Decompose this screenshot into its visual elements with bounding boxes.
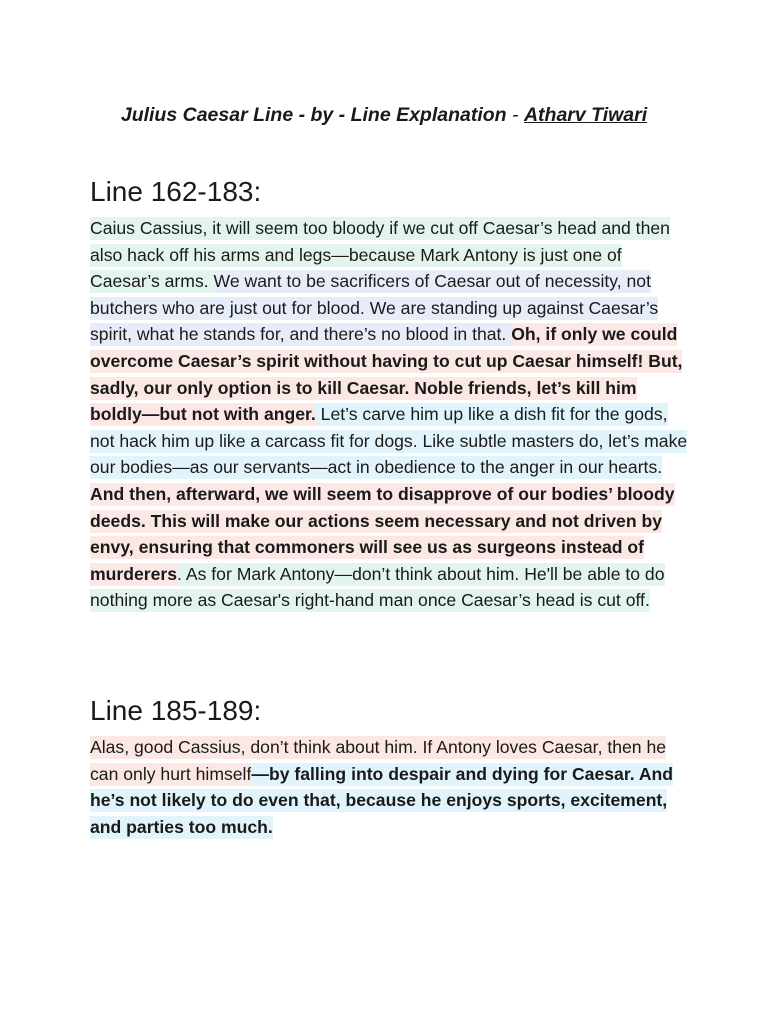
highlighted-text: —by falling into despair and dying for Caesar. And he’s not likely to do even that, because he enjoys sports, excitement, and parties too much. <box>90 763 674 837</box>
section-heading: Line 185-189: <box>90 695 262 726</box>
title-main: Julius Caesar Line - by - Line Explanation <box>120 104 507 126</box>
highlighted-text: We want to be sacrificers of Caesar out of necessity, not butchers who are just out for blood. We are standing up against Caesar’s spirit, what he stands for, and there’s no blood in that. <box>90 271 659 345</box>
section-paragraph <box>90 734 690 840</box>
highlighted-text: Caius Cassius, it will seem too bloody if we cut off Caesar’s head and then also hack off his arms and legs—because Mark Antony is just one of Caesar’s arms. <box>90 218 670 292</box>
author-link[interactable]: Atharv Tiwari <box>523 104 648 126</box>
document-title <box>0 102 768 128</box>
section-heading: Line 162-183: <box>90 176 262 207</box>
section-line-185-189 <box>90 694 690 840</box>
section-line-162-183 <box>90 175 690 614</box>
highlighted-text: Let’s carve him up like a dish fit for the gods, not hack him up like a carcass fit for dogs. Like subtle masters do, let’s make our bodies—as our servants—act in obedience to the anger in our hearts. <box>90 404 688 478</box>
highlighted-text: Oh, if only we could overcome Caesar’s spirit without having to cut up Caesar himself! But, sadly, our only option is to kill Caesar. Noble friends, let’s kill him boldly—but not with anger. <box>90 324 683 425</box>
highlighted-text: And then, afterward, we will seem to disapprove of our bodies’ bloody deeds. This will make our actions seem necessary and not driven by envy, ensuring that commoners will see us as surgeons instead of murderers <box>90 483 675 584</box>
highlighted-text: . As for Mark Antony—don’t think about him. He'll be able to do nothing more as Caesar's right-hand man once Caesar’s head is cut off. <box>90 563 665 611</box>
section-paragraph <box>90 215 690 614</box>
title-separator: - <box>506 104 524 126</box>
highlighted-text: Alas, good Cassius, don’t think about him. If Antony loves Caesar, then he can only hurt himself <box>90 737 667 784</box>
